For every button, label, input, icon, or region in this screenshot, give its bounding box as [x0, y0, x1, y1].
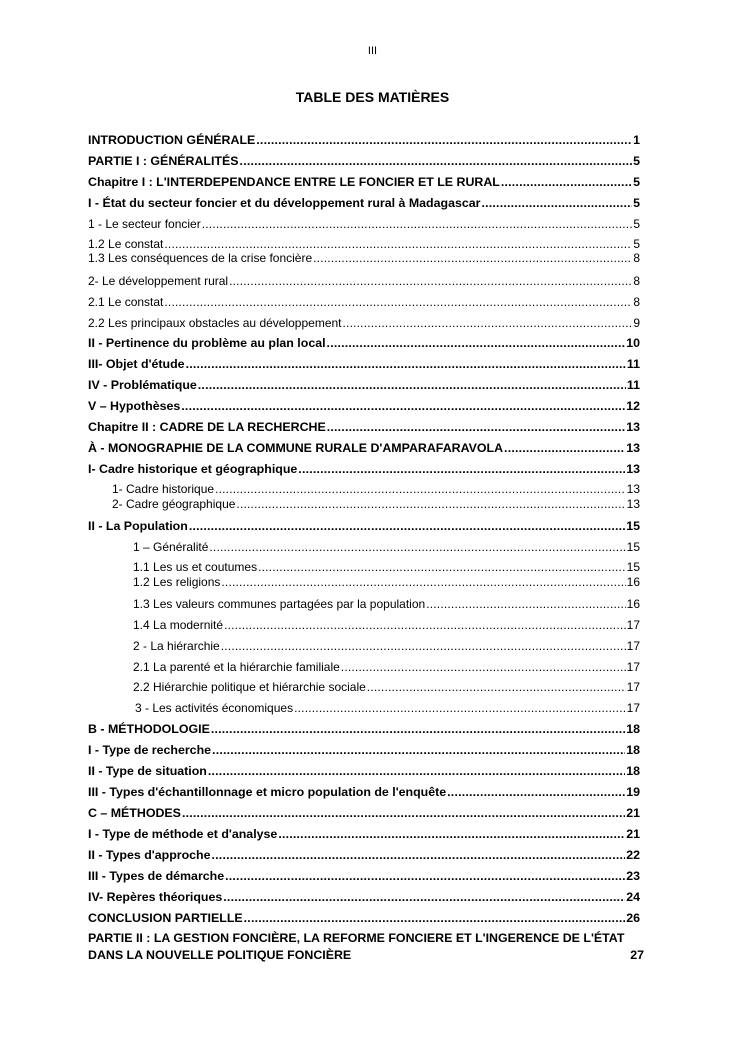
toc-title: TABLE DES MATIÈRES: [295, 89, 450, 105]
toc-entry[interactable]: IV- Repères théoriques ..... 24: [88, 890, 640, 904]
toc-entry[interactable]: 1.2 Le constat ..... 5: [88, 237, 640, 251]
toc-entry[interactable]: II - Type de situation ..... 18: [88, 764, 640, 778]
toc-entry[interactable]: 1.4 La modernité ..... 17: [133, 618, 640, 632]
toc-entry[interactable]: C – MÉTHODES ..... 21: [88, 806, 640, 820]
toc-entry[interactable]: 2.2 Les principaux obstacles au développement ..... 9: [88, 316, 640, 330]
toc-entry[interactable]: 3 - Les activités économiques ..... 17: [135, 701, 640, 715]
toc-entry[interactable]: À - MONOGRAPHIE DE LA COMMUNE RURALE D'AMPARAFARAVOLA ..... 13: [88, 441, 640, 455]
toc-entry[interactable]: 1 – Généralité ..... 15: [133, 540, 640, 554]
toc-entry[interactable]: 2- Cadre géographique ..... 13: [112, 497, 640, 511]
toc-entry[interactable]: I - Type de recherche ..... 18: [88, 743, 640, 757]
toc-entry[interactable]: 2.1 Le constat ..... 8: [88, 295, 640, 309]
toc-entry[interactable]: PARTIE I : GÉNÉRALITÉS ..... 5: [88, 154, 640, 168]
toc-entry[interactable]: IV - Problématique ..... 11: [88, 378, 640, 392]
page-number: III: [367, 45, 378, 57]
toc-entry[interactable]: II - Pertinence du problème au plan local ..... 10: [88, 336, 640, 350]
toc-entry[interactable]: I - Type de méthode et d'analyse ..... 21: [88, 827, 640, 841]
toc-entry[interactable]: 2- Le développement rural ..... 8: [88, 274, 640, 288]
toc-entry[interactable]: 1- Cadre historique ..... 13: [112, 482, 640, 496]
toc-entry[interactable]: III- Objet d'étude ..... 11: [88, 357, 640, 371]
toc-entry[interactable]: V – Hypothèses ..... 12: [88, 399, 640, 413]
toc-entry[interactable]: 2 - La hiérarchie ..... 17: [133, 639, 640, 653]
toc-entry[interactable]: III - Types d'échantillonnage et micro population de l'enquête ..... 19: [88, 785, 640, 799]
toc-entry[interactable]: II - La Population ..... 15: [88, 519, 640, 533]
toc-entry[interactable]: 1.3 Les valeurs communes partagées par la population ..... 16: [133, 597, 640, 611]
toc-entry[interactable]: III - Types de démarche ..... 23: [88, 869, 640, 883]
toc-entry[interactable]: 1.1 Les us et coutumes ..... 15: [133, 560, 640, 574]
toc-entry[interactable]: B - MÉTHODOLOGIE ..... 18: [88, 722, 640, 736]
toc-entry[interactable]: I - État du secteur foncier et du développement rural à Madagascar ..... 5: [88, 196, 640, 210]
toc-entry[interactable]: CONCLUSION PARTIELLE ..... 26: [88, 911, 640, 925]
toc-entry[interactable]: Chapitre II : CADRE DE LA RECHERCHE ..... 13: [88, 420, 640, 434]
toc-entry[interactable]: Chapitre I : L'INTERDEPENDANCE ENTRE LE FONCIER ET LE RURAL ..... 5: [88, 175, 640, 189]
toc-entry[interactable]: INTRODUCTION GÉNÉRALE ..... 1: [88, 133, 640, 147]
toc-entry[interactable]: II - Types d'approche ..... 22: [88, 848, 640, 862]
toc-entry[interactable]: I- Cadre historique et géographique ..... 13: [88, 462, 640, 476]
toc-entry[interactable]: 1 - Le secteur foncier ..... 5: [88, 217, 640, 231]
toc-entry[interactable]: 1.2 Les religions ..... 16: [133, 575, 640, 589]
toc-entry[interactable]: 2.1 La parenté et la hiérarchie familiale ..... 17: [133, 660, 640, 674]
toc-entry[interactable]: 2.2 Hiérarchie politique et hiérarchie sociale ..... 17: [133, 680, 640, 694]
toc-entry[interactable]: 1.3 Les conséquences de la crise foncière ..... 8: [88, 251, 640, 265]
toc-entry-wrapped[interactable]: PARTIE II : LA GESTION FONCIÈRE, LA REFORME FONCIERE ET L'INGERENCE DE L'ÉTAT DANS LA NOUVELLE POLITIQUE FONCIÈRE 27: [88, 931, 644, 962]
